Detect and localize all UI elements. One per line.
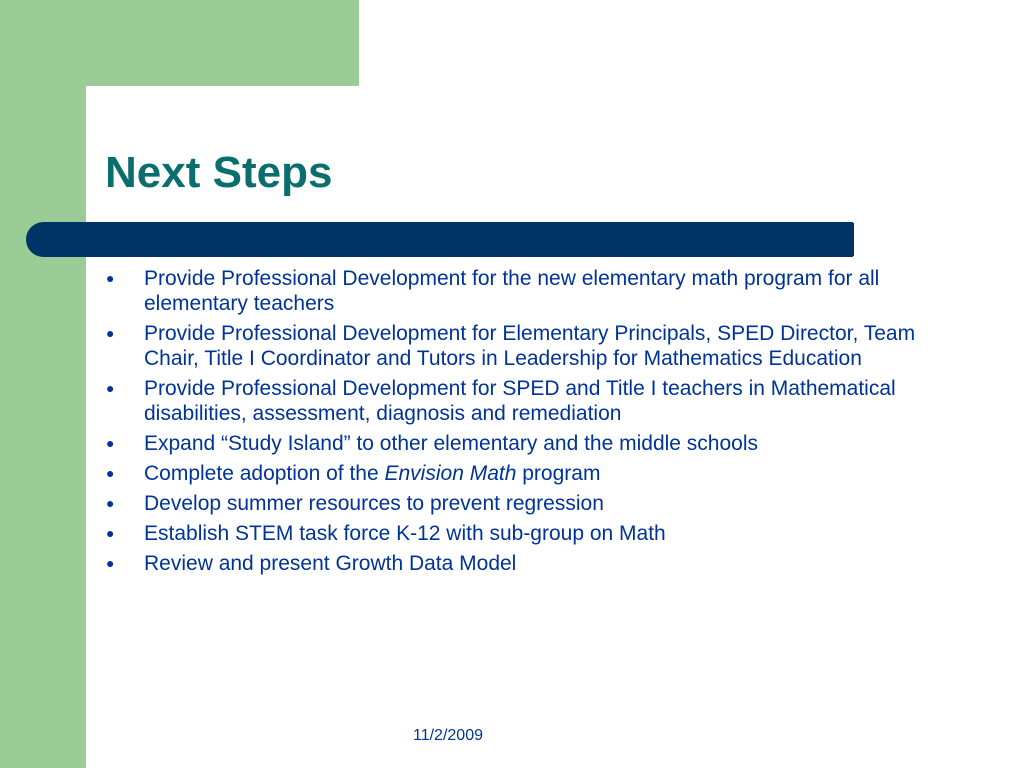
- bullet-text: Establish STEM task force K-12 with sub-group on Math: [144, 522, 666, 545]
- bullet-text-italic: Envision Math: [384, 462, 517, 485]
- left-accent-band: [0, 0, 86, 768]
- bullet-text: Provide Professional Development for SPED and Title I teachers in Mathematical disabilities, assessment, diagnosis and remediation: [144, 377, 896, 425]
- title-underline-bar: [26, 222, 853, 257]
- bullet-item: [100, 431, 940, 456]
- bullet-dot-icon: ●: [106, 270, 115, 286]
- bullet-text: Develop summer resources to prevent regression: [144, 492, 604, 515]
- bullet-item: [100, 266, 940, 316]
- bullet-text: Provide Professional Development for Elementary Principals, SPED Director, Team Chair, Title I Coordinator and Tutors in Leadership for Mathematics Education: [144, 322, 916, 370]
- bullet-dot-icon: ●: [106, 525, 115, 541]
- top-accent-band: [0, 0, 359, 86]
- bullet-text-after: program: [516, 462, 601, 485]
- bullet-item: [100, 521, 940, 546]
- bullet-dot-icon: ●: [106, 555, 115, 571]
- bullet-item: [100, 551, 940, 576]
- bullet-text: Review and present Growth Data Model: [144, 552, 517, 575]
- title-underline-bar-end: [848, 223, 854, 256]
- bullet-text: Provide Professional Development for the new elementary math program for all elementary teachers: [144, 267, 880, 315]
- bullet-dot-icon: ●: [106, 435, 115, 451]
- bullet-text-before: Complete adoption of the: [144, 462, 385, 485]
- bullet-item: [100, 376, 940, 426]
- bullet-dot-icon: ●: [106, 380, 115, 396]
- bullet-list: [100, 266, 940, 581]
- bullet-dot-icon: ●: [106, 325, 115, 341]
- bullet-dot-icon: ●: [106, 495, 115, 511]
- bullet-item: [100, 461, 940, 486]
- bullet-item: [100, 491, 940, 516]
- bullet-text: Expand “Study Island” to other elementary and the middle schools: [144, 432, 759, 455]
- content-panel-corner: [86, 86, 146, 146]
- bullet-item: [100, 321, 940, 371]
- bullet-dot-icon: ●: [106, 465, 115, 481]
- footer-date: 11/2/2009: [413, 727, 483, 744]
- slide-title: Next Steps: [105, 148, 333, 197]
